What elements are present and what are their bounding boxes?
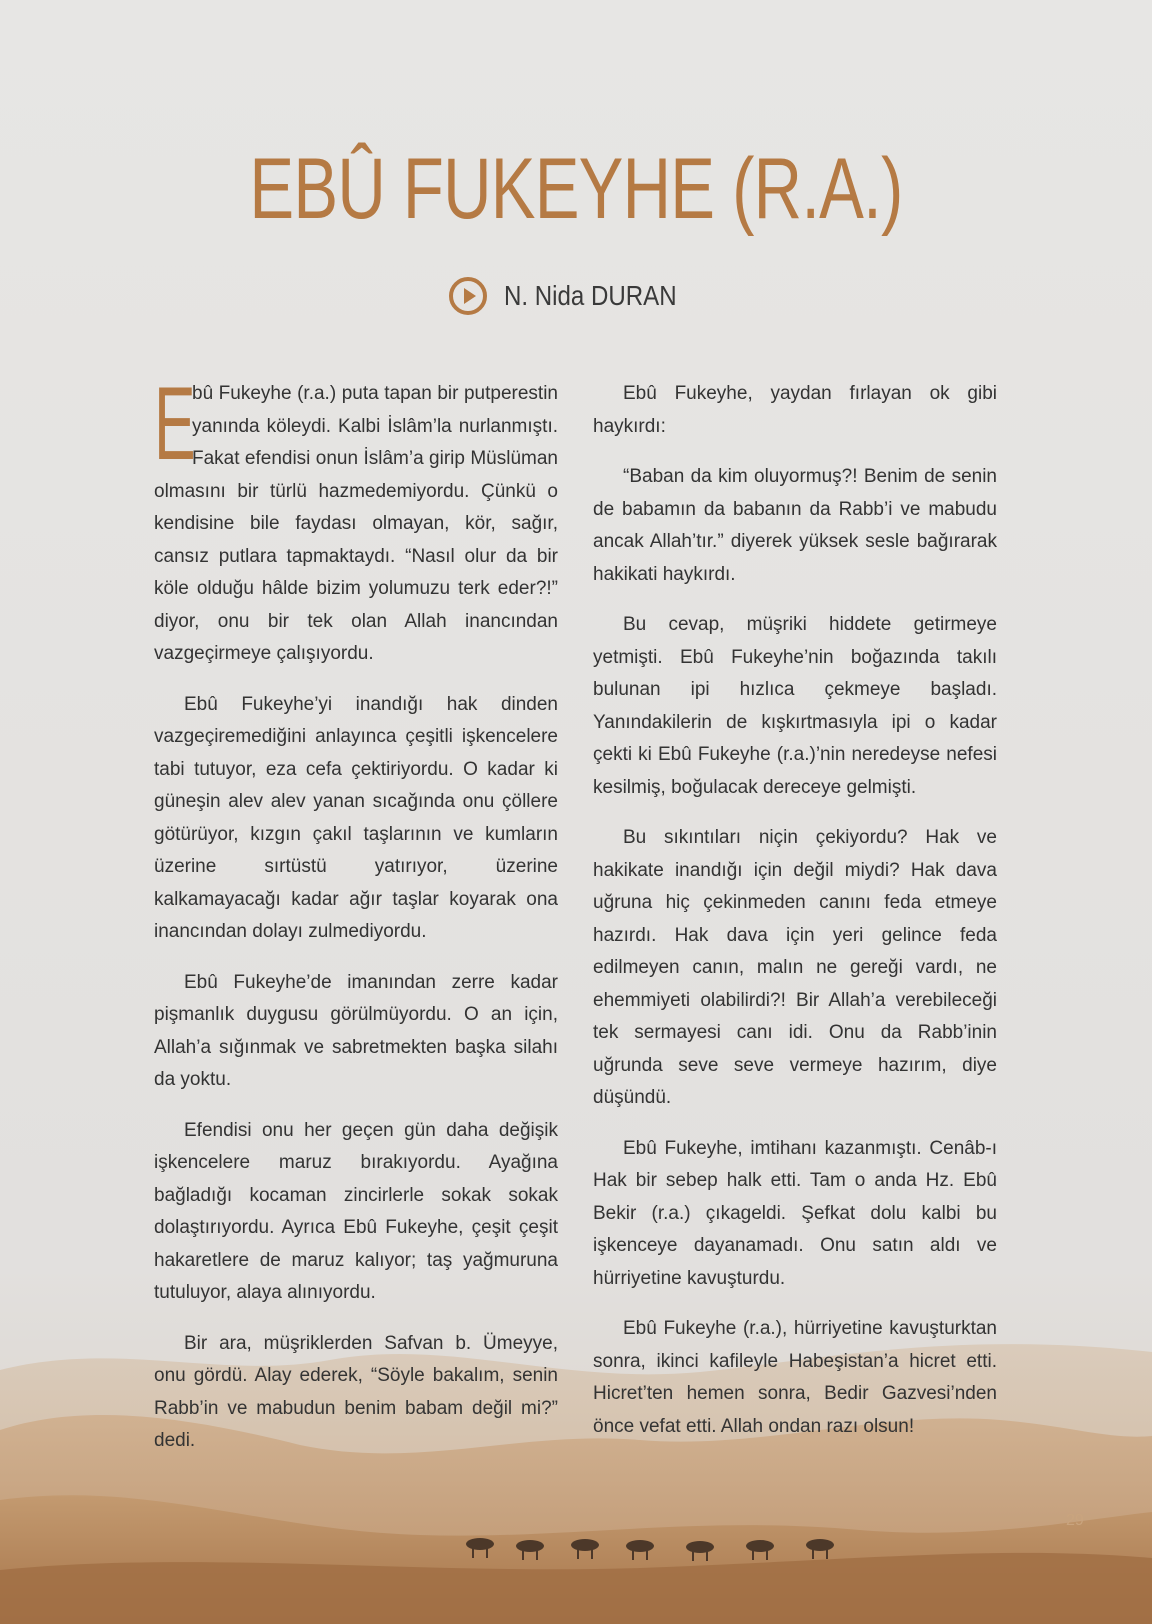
paragraph: Bir ara, müşriklerden Safvan b. Ümeyye, onu gördü. Alay ederek, “Söyle bakalım, senin Rabb’in ve mabudun benim babam değil mi?” dedi. — [154, 1332, 558, 1451]
author-name: N. Nida DURAN — [503, 280, 677, 311]
drop-cap: E — [154, 366, 196, 482]
paragraph: Ebû Fukeyhe (r.a.), hürriyetine kavuşturktan sonra, ikinci kafileyle Habeşistan’a hicret etti. Hicret’ten hemen sonra, Bedir Gazvesi’nden önce vefat etti. Allah ondan razı olsun! — [593, 1318, 997, 1437]
article-title: EBÛ FUKEYHE (R.A.) — [249, 141, 903, 237]
paragraph: Ebû Fukeyhe’yi inandığı hak dinden vazgeçiremediğini anlayınca çeşitli işkencelere tabi tutuyor, eza cefa çektiriyordu. O kadar ki güneşin alev alev yanan sıcağında onu çöllere götürüyor, kızgın çakıl taşlarının ve kumların üzerine sırtüstü yatırıyor, üzerine kalkamayacağı kadar ağır taşlar koyarak ona inancından dolayı zulmediyordu. — [154, 693, 558, 942]
right-column — [593, 378, 997, 1461]
paragraph: Bu sıkıntıları niçin çekiyordu? Hak ve hakikate inandığı için değil miydi? Hak dava uğruna hiç çekinmeden canını feda etmeye hazırdı. Hak dava için yeri gelince feda edilmeyen canın, malın ne gereği vardı, ne ehemmiyeti olabilirdi?! Bir Allah’a verebileceği tek sermayesi canı idi. Onu da Rabb’inin uğrunda seve seve vermeye hazırım, diye düşündü. — [593, 827, 997, 1108]
paragraph: Efendisi onu her geçen gün daha değişik işkencelere maruz bırakıyordu. Ayağına bağladığı kocaman zincirlerle sokak sokak dolaştırıyordu. Ayrıca Ebû Fukeyhe, çeşit çeşit hakaretlere de maruz kalıyor; taş yağmuruna tutuluyor, alaya alınıyordu. — [154, 1119, 558, 1303]
paragraph: Bu cevap, müşriki hiddete getirmeye yetmişti. Ebû Fukeyhe’nin boğazında takılı bulunan ipi hızlıca çekmeye başladı. Yanındakilerin de kışkırtmasıyla ipi o kadar çekti ki Ebû Fukeyhe (r.a.)’nin neredeyse nefesi kesilmiş, boğulacak dereceye gelmişti. — [593, 614, 997, 798]
paragraph: Ebû Fukeyhe, imtihanı kazanmıştı. Cenâb-ı Hak bir sebep halk etti. Tam o anda Hz. Ebû Bekir (r.a.) çıkageldi. Şefkat dolu kalbi bu işkenceye dayanamadı. Onu satın aldı ve hürriyetine kavuşturdu. — [593, 1137, 997, 1289]
paragraph: “Baban da kim oluyormuş?! Benim de senin de babamın da babanın da Rabb’i ve mabudu ancak Allah’tır.” diyerek yüksek sesle bağırarak hakikati haykırdı. — [593, 466, 997, 585]
paragraph: Ebû Fukeyhe, yaydan fırlayan ok gibi haykırdı: — [593, 383, 997, 437]
play-circle-icon — [448, 276, 488, 316]
paragraph: Ebû Fukeyhe’de imanından zerre kadar pişmanlık duygusu görülmüyordu. O an için, Allah’a sığınmak ve sabretmekten başka silahı da yoktu. — [154, 971, 558, 1090]
paragraph: E bû Fukeyhe (r.a.) puta tapan bir putperestin yanında köleydi. Kalbi İslâm’la nurlanmıştı. Fakat efendisi onun İslâm’a girip Müslüman olmasını bir türlü hazmedemiyordu. Çünkü o kendisine bile faydası olmayan, kör, sağır, cansız putlara tapmaktaydı. “Nasıl olur da bir köle olduğu hâlde bizim yolumuzu terk eder?!” diyor, onu bir tek olan Allah inancından vazgeçirmeye çalışıyordu. — [154, 366, 558, 664]
author-byline — [0, 276, 1152, 316]
left-column — [154, 366, 558, 1476]
page-number: 29 — [1066, 1512, 1084, 1529]
